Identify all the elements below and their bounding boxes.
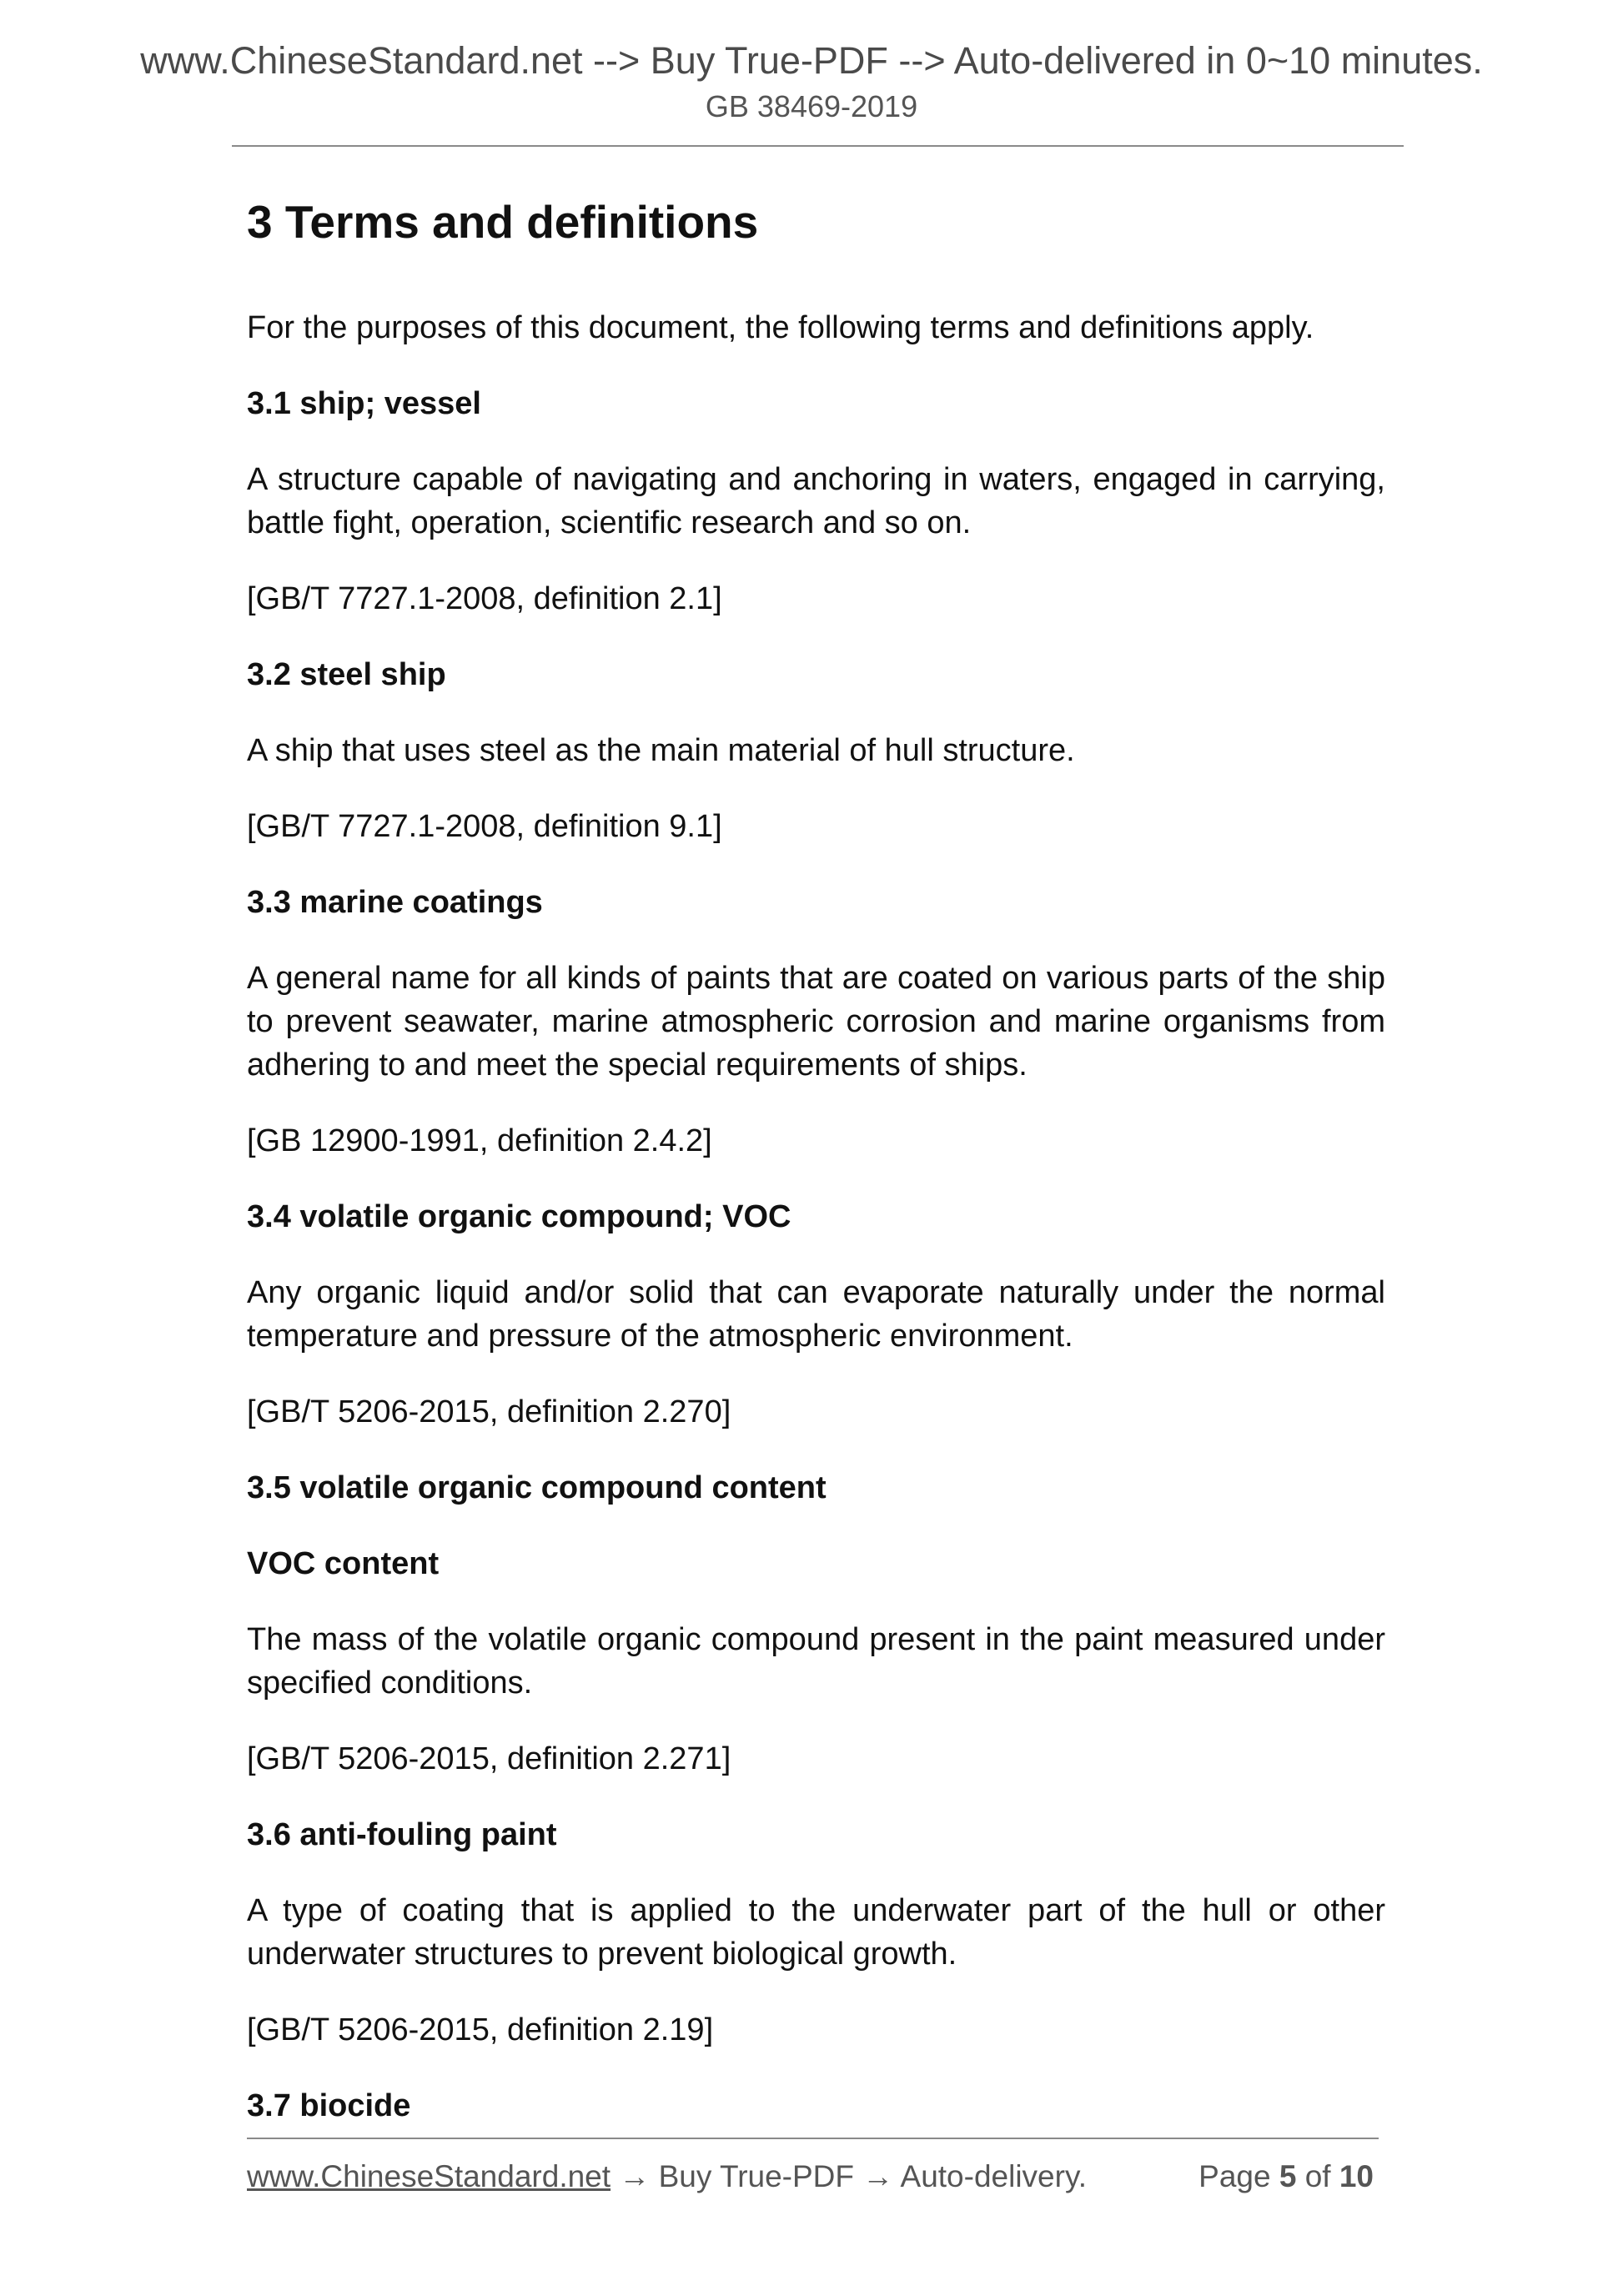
term-heading: 3.6 anti-fouling paint bbox=[247, 1816, 557, 1852]
term-heading: 3.5 volatile organic compound content bbox=[247, 1470, 827, 1505]
term-definition: A general name for all kinds of paints that are coated on various parts of the ship to prevent seawater, marine atmospheric corrosion and marine organisms from adhering to and meet the special requirements of ships. bbox=[247, 960, 1385, 1083]
term-source: [GB/T 5206-2015, definition 2.19] bbox=[247, 2012, 714, 2047]
site-banner: www.ChineseStandard.net --> Buy True-PDF --> Auto-delivered in 0~10 minutes. bbox=[140, 39, 1483, 82]
term-heading: 3.4 volatile organic compound; VOC bbox=[247, 1198, 791, 1234]
term-heading: 3.1 ship; vessel bbox=[247, 385, 481, 421]
term-source: [GB 12900-1991, definition 2.4.2] bbox=[247, 1123, 712, 1158]
of-label: of bbox=[1304, 2159, 1331, 2193]
page-label: Page bbox=[1198, 2159, 1271, 2193]
term-heading: 3.7 biocide bbox=[247, 2088, 411, 2123]
term-source: [GB/T 7727.1-2008, definition 2.1] bbox=[247, 580, 722, 616]
term-source: [GB/T 5206-2015, definition 2.270] bbox=[247, 1394, 731, 1429]
footer-link[interactable]: www.ChineseStandard.net bbox=[247, 2159, 611, 2193]
term-definition: The mass of the volatile organic compound present in the paint measured under specified conditions. bbox=[247, 1621, 1385, 1701]
page-current: 5 bbox=[1279, 2159, 1297, 2193]
page-content bbox=[247, 197, 1385, 2160]
footer-text: → Buy True-PDF → Auto-delivery. bbox=[611, 2159, 1087, 2193]
page-total: 10 bbox=[1339, 2159, 1374, 2193]
term-definition: A ship that uses steel as the main material of hull structure. bbox=[247, 732, 1075, 768]
term-definition: A type of coating that is applied to the underwater part of the hull or other underwater structures to prevent biological growth. bbox=[247, 1892, 1385, 1972]
term-heading: 3.2 steel ship bbox=[247, 656, 446, 692]
section-title: 3 Terms and definitions bbox=[247, 196, 759, 248]
page-indicator bbox=[1198, 2158, 1374, 2195]
term-subheading: VOC content bbox=[247, 1545, 440, 1581]
term-source: [GB/T 5206-2015, definition 2.271] bbox=[247, 1741, 731, 1776]
page-footer bbox=[247, 2158, 1379, 2195]
header-divider bbox=[232, 145, 1404, 147]
standard-code: GB 38469-2019 bbox=[705, 89, 918, 123]
term-definition: A structure capable of navigating and anchoring in waters, engaged in carrying, battle fight, operation, scientific research and so on. bbox=[247, 461, 1385, 540]
term-source: [GB/T 7727.1-2008, definition 9.1] bbox=[247, 808, 722, 844]
section-intro: For the purposes of this document, the following terms and definitions apply. bbox=[247, 309, 1314, 345]
footer-divider bbox=[247, 2138, 1379, 2139]
term-definition: Any organic liquid and/or solid that can evaporate naturally under the normal temperature and pressure of the atmospheric environment. bbox=[247, 1274, 1385, 1354]
term-heading: 3.3 marine coatings bbox=[247, 884, 543, 920]
